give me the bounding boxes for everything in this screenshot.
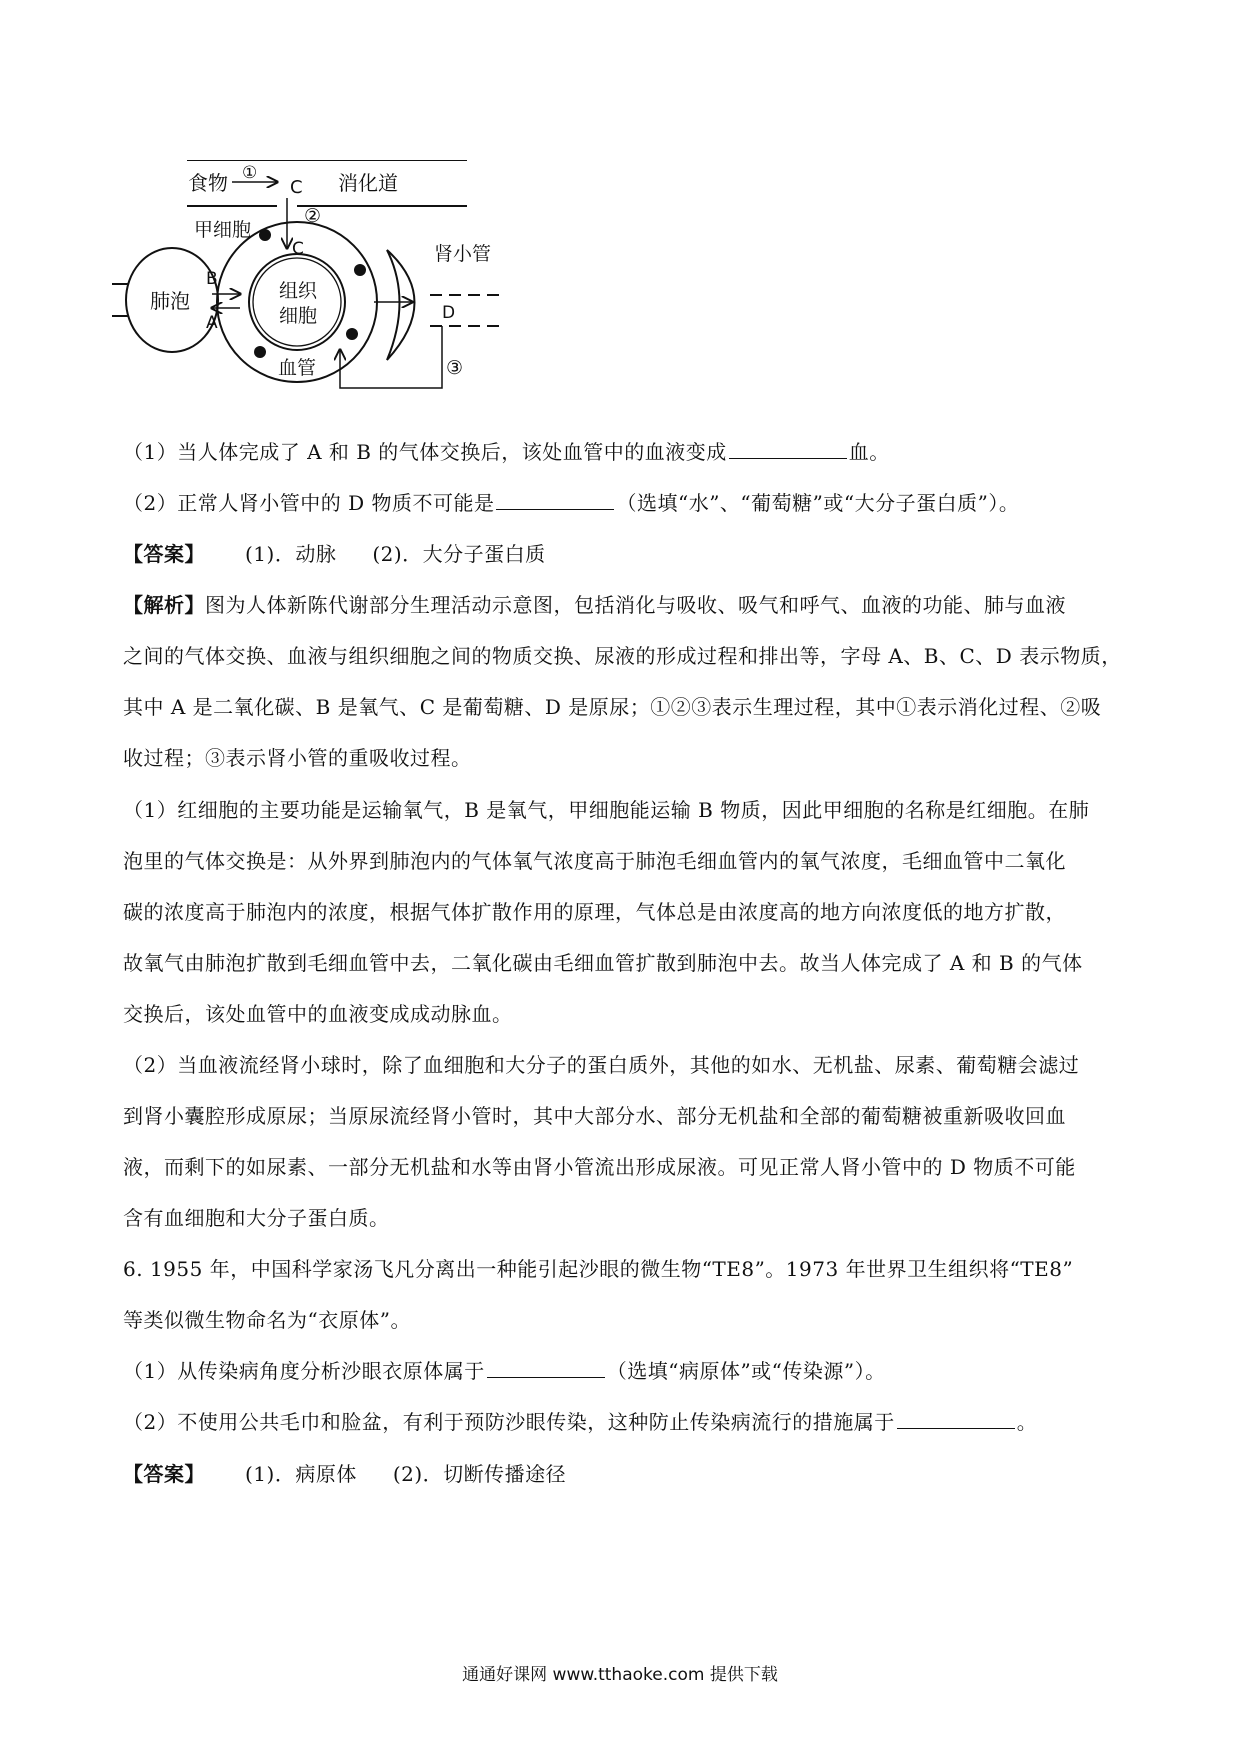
q5-answer-label: 【答案】: [123, 542, 205, 566]
q5-analysis-line: 交换后，该处血管中的血液变成成动脉血。: [123, 1002, 513, 1026]
label-b: B: [206, 269, 218, 289]
metabolism-diagram-svg: [112, 160, 552, 430]
q6-stem-line2: 等类似微生物命名为“衣原体”。: [123, 1308, 411, 1332]
label-tissue-line2: 细胞: [279, 305, 318, 327]
q5-analysis-line: （1）红细胞的主要功能是运输氧气，B 是氧气，甲细胞能运输 B 物质，因此甲细胞的名称是红细胞。在肺: [123, 798, 1090, 822]
label-step3: ③: [446, 357, 464, 379]
q5-sub2-blank: [496, 489, 614, 510]
label-c-top: C: [290, 177, 303, 198]
label-blood-vessel: 血管: [278, 357, 317, 379]
q6-sub1-pre: （1）从传染病角度分析沙眼衣原体属于: [123, 1359, 485, 1383]
q5-analysis-line: 碳的浓度高于肺泡内的浓度，根据气体扩散作用的原理，气体总是由浓度高的地方向浓度低的地方扩散，: [123, 900, 1066, 924]
q6-sub2-post: 。: [1016, 1410, 1038, 1434]
q6-stem-line1: 6. 1955 年，中国科学家汤飞凡分离出一种能引起沙眼的微生物“TE8”。1973 年世界卫生组织将“TE8”: [123, 1257, 1074, 1281]
q5-analysis-line: 之间的气体交换、血液与组织细胞之间的物质交换、尿液的形成过程和排出等，字母 A、B、C、D 表示物质，: [123, 644, 1122, 668]
q6-answer: [123, 1460, 566, 1488]
q5-analysis-line: 收过程；③表示肾小管的重吸收过程。: [123, 746, 472, 770]
label-food: 食物: [188, 171, 228, 195]
q5-analysis-label: 【解析】: [123, 593, 205, 617]
q5-analysis-line: 泡里的气体交换是：从外界到肺泡内的气体氧气浓度高于肺泡毛细血管内的氧气浓度，毛细血管中二氧化: [123, 849, 1066, 873]
q5-sub1-post: 血。: [848, 440, 890, 464]
q6-sub1-blank: [487, 1357, 605, 1378]
label-cell-jia: 甲细胞: [194, 219, 252, 241]
q5-sub2-pre: （2）正常人肾小管中的 D 物质不可能是: [123, 491, 495, 515]
q5-analysis-line: 故氧气由肺泡扩散到毛细血管中去，二氧化碳由毛细血管扩散到肺泡中去。故当人体完成了 A 和 B 的气体: [123, 951, 1083, 975]
q5-analysis-line: [123, 591, 1066, 619]
q5-sub2: [123, 489, 1019, 517]
analysis-text: 图为人体新陈代谢部分生理活动示意图，包括消化与吸收、吸气和呼气、血液的功能、肺与血液: [205, 593, 1066, 617]
label-c-mid: C: [292, 239, 304, 259]
q5-sub1-blank: [729, 438, 847, 459]
q6-answer-label: 【答案】: [123, 1462, 205, 1486]
q6-answer-2: (2)．切断传播途径: [392, 1462, 567, 1486]
label-tissue-line1: 组织: [279, 280, 318, 302]
q6-answer-1: (1)．病原体: [245, 1462, 357, 1486]
label-renal-tubule: 肾小管: [434, 243, 492, 265]
q5-analysis-line: 其中 A 是二氧化碳、B 是氧气、C 是葡萄糖、D 是原尿；①②③表示生理过程，其中①表示消化过程、②吸: [123, 695, 1102, 719]
q5-answer-2: (2)．大分子蛋白质: [372, 542, 546, 566]
q6-sub1: [123, 1357, 886, 1385]
label-a: A: [206, 313, 218, 333]
q6-sub2-blank: [897, 1408, 1015, 1429]
q5-analysis-line: 含有血细胞和大分子蛋白质。: [123, 1206, 390, 1230]
q6-sub2: [123, 1408, 1037, 1436]
label-digestive-tract: 消化道: [338, 171, 398, 195]
q5-analysis-line: （2）当血液流经肾小球时，除了血细胞和大分子的蛋白质外，其他的如水、无机盐、尿素、葡萄糖会滤过: [123, 1053, 1080, 1077]
q5-sub1-pre: （1）当人体完成了 A 和 B 的气体交换后，该处血管中的血液变成: [123, 440, 727, 464]
q5-answer: [123, 540, 546, 568]
q5-sub2-post: （选填“水”、“葡萄糖”或“大分子蛋白质”）。: [616, 491, 1020, 515]
q5-sub1: [123, 438, 890, 466]
q5-analysis-line: 到肾小囊腔形成原尿；当原尿流经肾小管时，其中大部分水、部分无机盐和全部的葡萄糖被重新吸收回血: [123, 1104, 1066, 1128]
q6-sub2-pre: （2）不使用公共毛巾和脸盆，有利于预防沙眼传染，这种防止传染病流行的措施属于: [123, 1410, 895, 1434]
label-step1: ①: [242, 163, 258, 183]
label-d: D: [442, 303, 456, 323]
page-footer: 通通好课网 www.tthaoke.com 提供下载: [462, 1665, 778, 1685]
label-alveolus: 肺泡: [150, 289, 190, 313]
q5-analysis-line: 液，而剩下的如尿素、一部分无机盐和水等由肾小管流出形成尿液。可见正常人肾小管中的 D 物质不可能: [123, 1155, 1076, 1179]
metabolism-diagram: [112, 160, 552, 430]
q6-sub1-post: （选填“病原体”或“传染源”）。: [606, 1359, 886, 1383]
q5-answer-1: (1)．动脉: [245, 542, 337, 566]
label-step2: ②: [304, 205, 322, 227]
